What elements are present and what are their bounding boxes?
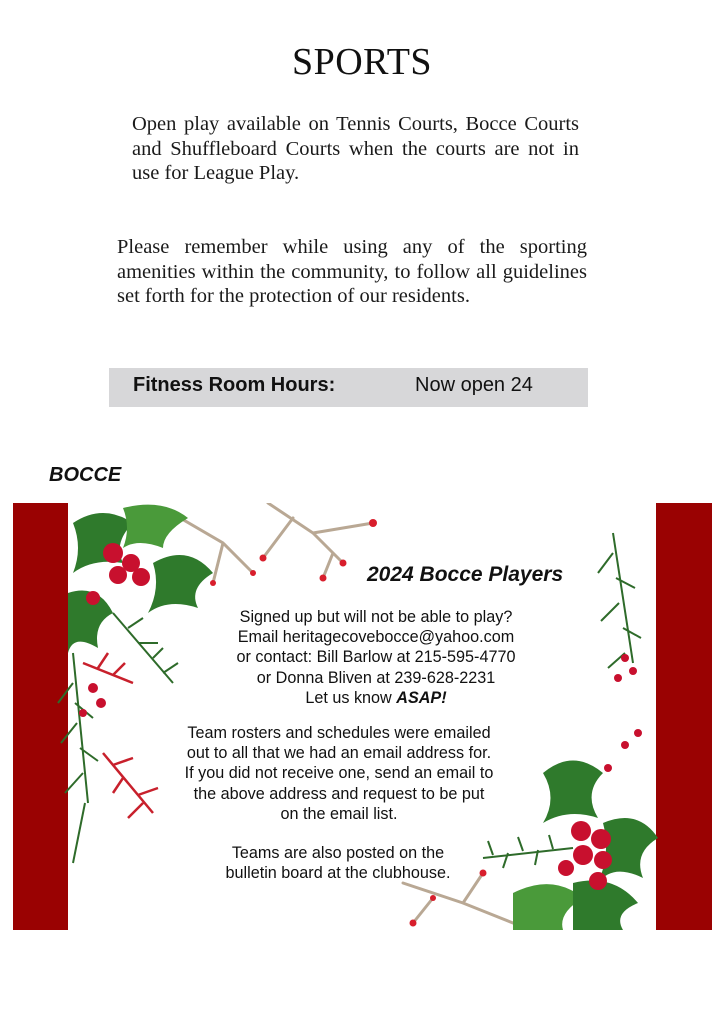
flyer-line: Signed up but will not be able to play? — [239, 608, 513, 626]
flyer-line: or Donna Bliven at 239-628-2231 — [256, 668, 496, 687]
bocce-section-heading: BOCCE — [49, 464, 122, 486]
flyer-line: If you did not receive one, send an email to — [184, 764, 494, 783]
fitness-hours-label: Fitness Room Hours: — [133, 374, 336, 396]
bocce-flyer — [13, 503, 712, 930]
flyer-line: Team rosters and schedules were emailed — [187, 724, 491, 742]
open-play-paragraph: Open play available on Tennis Courts, Bocce Courts and Shuffleboard Courts when the courts are not in use for League Play. — [132, 113, 579, 184]
flyer-email-line: Email heritagecovebocce@yahoo.com — [237, 628, 515, 647]
flyer-line: Teams are also posted on the — [231, 844, 445, 862]
fitness-hours-banner — [109, 368, 588, 407]
asap-emphasis: ASAP! — [396, 688, 447, 707]
flyer-posting-block — [203, 843, 473, 883]
let-us-know-text: Let us know — [305, 688, 397, 707]
flyer-line: out to all that we had an email address for. — [186, 744, 492, 763]
guidelines-paragraph: Please remember while using any of the sporting amenities within the community, to follow all guidelines set forth for the protection of our residents. — [117, 236, 587, 307]
page-title: SPORTS — [291, 41, 433, 83]
flyer-line — [216, 688, 536, 708]
flyer-line: the above address and request to be put — [193, 784, 485, 803]
flyer-title: 2024 Bocce Players — [367, 563, 564, 586]
flyer-line: bulletin board at the clubhouse. — [225, 864, 451, 883]
flyer-line: or contact: Bill Barlow at 215-595-4770 — [236, 648, 516, 667]
flyer-rosters-block — [158, 723, 520, 824]
fitness-hours-value: Now open 24 — [415, 374, 533, 396]
flyer-contact-block — [216, 607, 536, 708]
flyer-line: on the email list. — [280, 804, 398, 823]
